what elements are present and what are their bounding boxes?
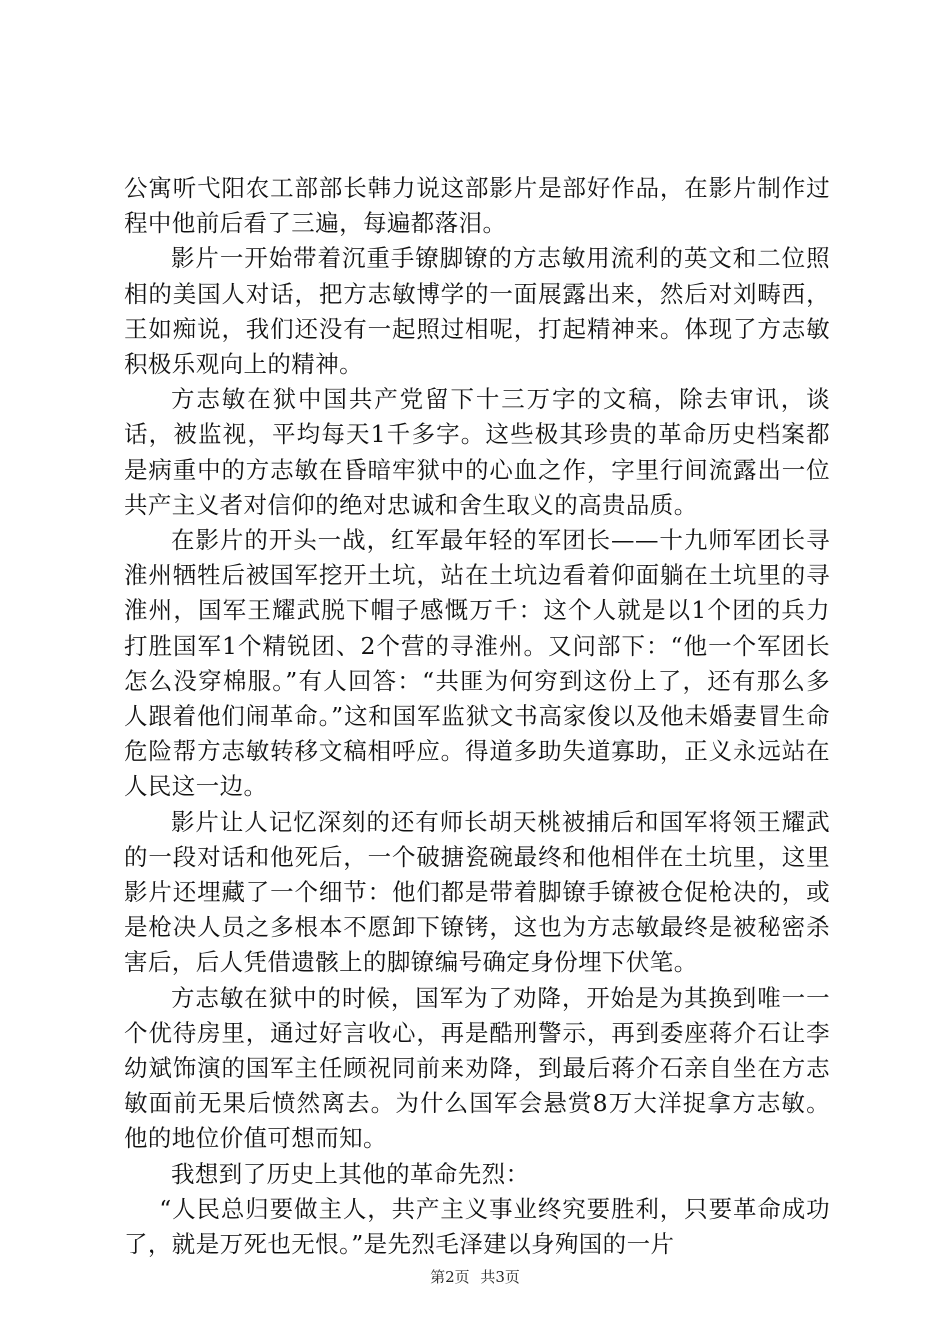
page-footer xyxy=(0,1266,950,1287)
paragraph-7: 我想到了历史上其他的革命先烈： xyxy=(171,1159,530,1188)
paragraph-3: 方志敏在狱中国共产党留下十三万字的文稿，除去审讯，谈话，被监视，平均每天1千多字。这些极其珍贵的革命历史档案都是病重中的方志敏在昏暗牢狱中的心血之作，字里行间流露出一位共产主义者对信仰的绝对忠诚和舍生取义的高贵品质。 xyxy=(124,385,830,519)
page-number: 第2页 xyxy=(430,1268,470,1286)
paragraph-8: “人民总归要做主人，共产主义事业终究要胜利，只要革命成功了，就是万死也无恨。”是先烈毛泽建以身殉国的一片 xyxy=(124,1194,830,1259)
paragraph-5: 影片让人记忆深刻的还有师长胡天桃被捕后和国军将领王耀武的一段对话和他死后，一个破搪瓷碗最终和他相伴在土坑里，这里影片还埋藏了一个细节：他们都是带着脚镣手镣被仓促枪决的，或是枪决人员之多根本不愿卸下镣铐，这也为方志敏最终是被秘密杀害后，后人凭借遗骸上的脚镣编号确定身份埋下伏笔。 xyxy=(124,807,830,977)
page-total: 共3页 xyxy=(480,1268,520,1286)
paragraph-6: 方志敏在狱中的时候，国军为了劝降，开始是为其换到唯一一个优待房里，通过好言收心，再是酷刑警示，再到委座蒋介石让李幼斌饰演的国军主任顾祝同前来劝降，到最后蒋介石亲自坐在方志敏面前无果后愤然离去。为什么国军会悬赏8万大洋捉拿方志敏。他的地位价值可想而知。 xyxy=(124,983,830,1153)
paragraph-4: 在影片的开头一战，红军最年轻的军团长——十九师军团长寻淮州牺牲后被国军挖开土坑，站在土坑边看着仰面躺在土坑里的寻淮州，国军王耀武脱下帽子感慨万千：这个人就是以1个团的兵力打胜国军1个精锐团、2个营的寻淮州。又问部下：“他一个军团长怎么没穿棉服。”有人回答：“共匪为何穷到这份上了，还有那么多人跟着他们闹革命。”这和国军监狱文书高家俊以及他未婚妻冒生命危险帮方志敏转移文稿相呼应。得道多助失道寡助，正义永远站在人民这一边。 xyxy=(124,526,830,801)
document-body xyxy=(124,171,830,1262)
paragraph-1: 公寓听弋阳农工部部长韩力说这部影片是部好作品，在影片制作过程中他前后看了三遍，每遍都落泪。 xyxy=(124,174,830,238)
paragraph-2: 影片一开始带着沉重手镣脚镣的方志敏用流利的英文和二位照相的美国人对话，把方志敏博学的一面展露出来，然后对刘畴西，王如痴说，我们还没有一起照过相呢，打起精神来。体现了方志敏积极乐观向上的精神。 xyxy=(124,244,830,379)
